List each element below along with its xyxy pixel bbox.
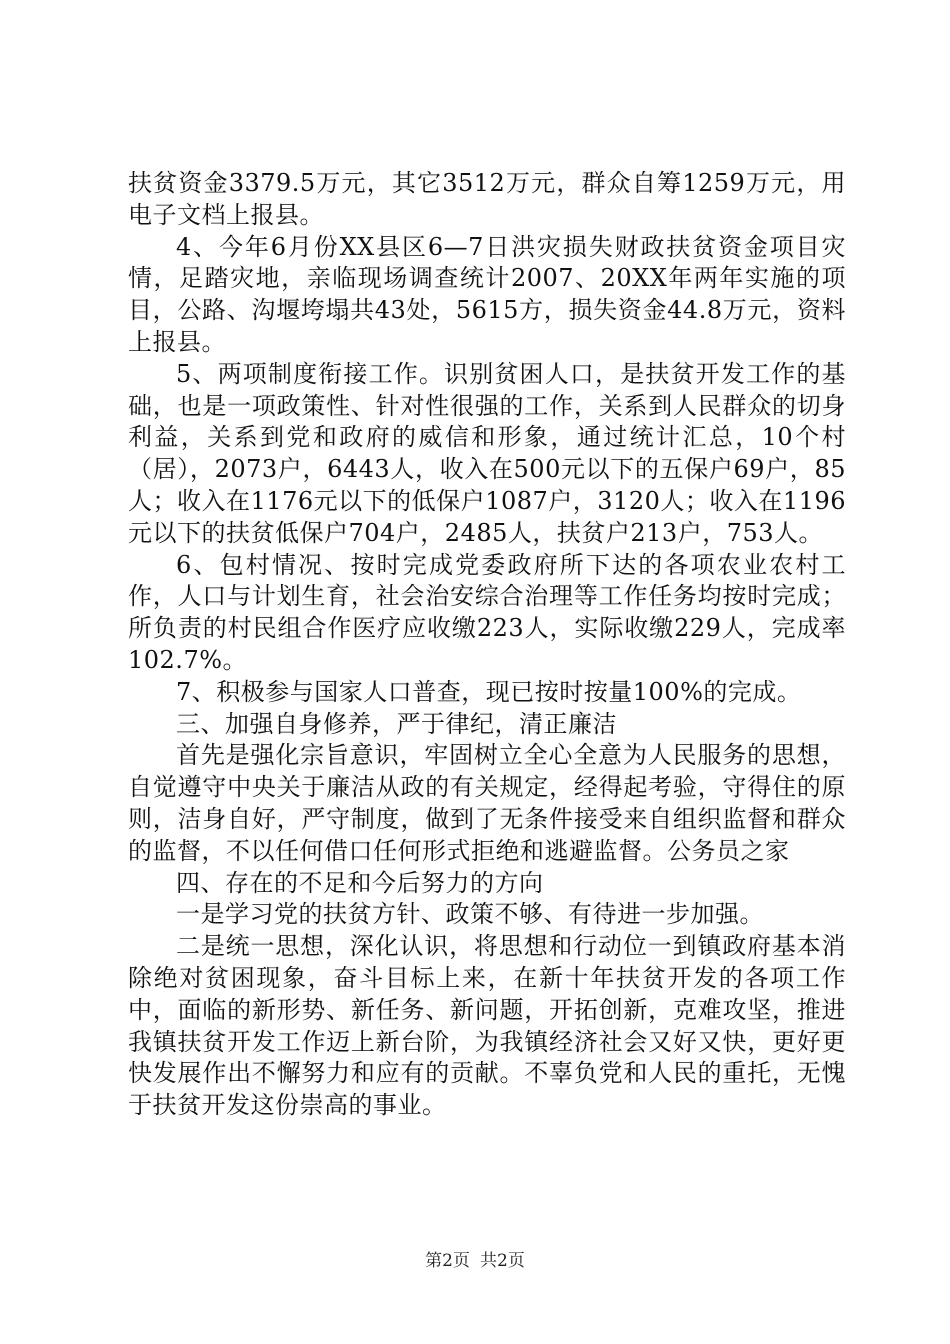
page-number: 第2页 [425,1251,470,1271]
paragraph-item-6-village-work: 6、包村情况、按时完成党委政府所下达的各项农业农村工作，人口与计划生育，社会治安综合治理等工作任务均按时完成；所负责的村民组合作医疗应收缴223人，实际收缴229人，完成率102.7%。 [128,550,846,674]
paragraph-item-7-census: 7、积极参与国家人口普查，现已按时按量100%的完成。 [176,677,802,706]
section-heading-4: 四、存在的不足和今后努力的方向 [176,868,544,897]
paragraph-shortcoming-2: 二是统一思想，深化认识，将思想和行动位一到镇政府基本消除绝对贫困现象，奋斗目标上来，在新十年扶贫开发的各项工作中，面临的新形势、新任务、新问题，开拓创新，克难攻坚，推进我镇扶贫开发工作迈上新台阶，为我镇经济社会又好又快，更好更快发展作出不懈努力和应有的贡献。不辜负党和人民的重托，无愧于扶贫开发这份崇高的事业。 [128,932,846,1120]
document-body [128,168,846,1122]
paragraph-self-cultivation: 首先是强化宗旨意识，牢固树立全心全意为人民服务的思想，自觉遵守中央关于廉洁从政的有关规定，经得起考验，守得住的原则，洁身自好，严守制度，做到了无条件接受来自组织监督和群众的监督，不以任何借口任何形式拒绝和逃避监督。公务员之家 [128,741,846,865]
page-footer [0,1246,950,1271]
section-heading-3: 三、加强自身修养，严于律纪，清正廉洁 [176,709,617,738]
paragraph-item-4-flood-damage: 4、今年6月份XX县区6—7日洪灾损失财政扶贫资金项目灾情，足踏灾地，亲临现场调查统计2007、20XX年两年实施的项目，公路、沟堰垮塌共43处，5615方，损失资金44.8万元，资料上报县。 [128,232,846,356]
paragraph-shortcoming-1: 一是学习党的扶贫方针、政策不够、有待进一步加强。 [176,900,764,929]
page-total: 共2页 [480,1251,525,1271]
paragraph-funds-summary: 扶贫资金3379.5万元，其它3512万元，群众自筹1259万元，用电子文档上报县。 [128,169,846,229]
paragraph-item-5-system-linkage: 5、两项制度衔接工作。识别贫困人口，是扶贫开发工作的基础，也是一项政策性、针对性很强的工作，关系到人民群众的切身利益，关系到党和政府的威信和形象，通过统计汇总，10个村（居），2073户，6443人，收入在500元以下的五保户69户，85人；收入在1176元以下的低保户1087户，3120人；收入在1196元以下的扶贫低保户704户，2485人，扶贫户213户，753人。 [128,359,846,547]
